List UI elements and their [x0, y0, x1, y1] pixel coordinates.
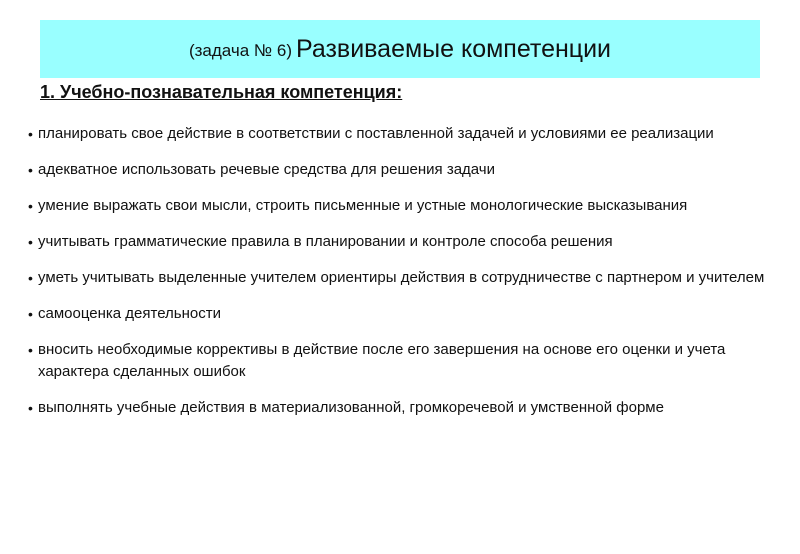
bullet-dot-icon: •: [28, 126, 33, 142]
list-item-text: планировать свое действие в соответствии с поставленной задачей и условиями ее реализации: [38, 125, 714, 142]
bullet-dot-icon: •: [28, 342, 33, 358]
list-item: [28, 303, 773, 325]
list-item-text: выполнять учебные действия в материализованной, громкоречевой и умственной форме: [38, 399, 664, 416]
list-item: [28, 339, 773, 383]
section-heading: 1. Учебно-познавательная компетенция:: [40, 82, 403, 102]
list-item: [28, 159, 773, 181]
list-item-text: вносить необходимые коррективы в действие после его завершения на основе его оценки и учета характера сделанных ошибок: [38, 341, 726, 380]
bullet-dot-icon: •: [28, 234, 33, 250]
list-item-text: учитывать грамматические правила в планировании и контроле способа решения: [38, 233, 613, 250]
bullet-dot-icon: •: [28, 306, 33, 322]
list-item: [28, 231, 773, 253]
list-item: [28, 397, 773, 419]
page-title: Развиваемые компетенции: [295, 34, 612, 63]
list-item: [28, 195, 773, 217]
list-item: [28, 123, 773, 145]
bullet-dot-icon: •: [28, 270, 33, 286]
list-item-text: уметь учитывать выделенные учителем ориентиры действия в сотрудничестве с партнером и учителем: [38, 269, 765, 286]
list-item: [28, 267, 773, 289]
list-item-text: адекватное использовать речевые средства для решения задачи: [38, 161, 495, 178]
bullet-dot-icon: •: [28, 400, 33, 416]
list-item-text: самооценка деятельности: [38, 305, 221, 322]
title-banner: [40, 20, 760, 78]
bullet-dot-icon: •: [28, 162, 33, 178]
bullet-dot-icon: •: [28, 198, 33, 214]
competency-list: [28, 123, 773, 433]
task-number-label: (задача № 6): [188, 40, 292, 60]
list-item-text: умение выражать свои мысли, строить письменные и устные монологические высказывания: [38, 197, 688, 214]
